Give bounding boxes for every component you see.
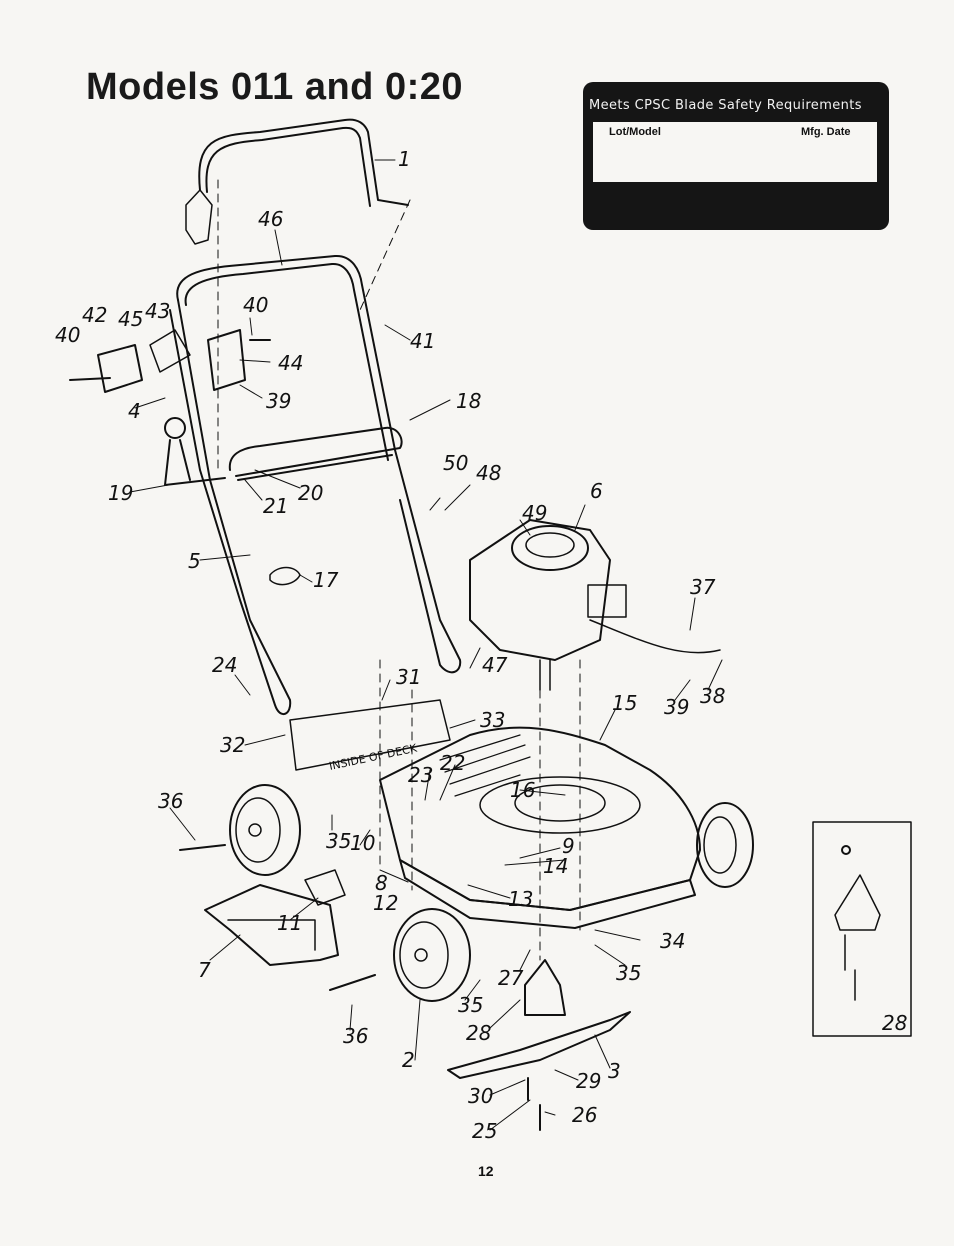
callout-10: 10	[350, 831, 376, 855]
callout-27: 27	[498, 966, 524, 990]
callout-24: 24	[212, 653, 238, 677]
callout-41: 41	[410, 329, 436, 353]
callout-23: 23	[408, 763, 434, 787]
callout-25: 25	[472, 1119, 498, 1143]
callout-21: 21	[263, 494, 289, 518]
callout-8: 8	[375, 871, 388, 895]
callout-36: 36	[343, 1024, 369, 1048]
callout-38: 38	[700, 684, 726, 708]
callout-39: 39	[266, 389, 292, 413]
callout-42: 42	[82, 303, 108, 327]
callout-22: 22	[440, 751, 466, 775]
callout-40: 40	[243, 293, 269, 317]
callout-9: 9	[562, 834, 575, 858]
callout-48: 48	[476, 461, 502, 485]
upper-handle	[199, 120, 408, 205]
callout-43: 43	[145, 299, 171, 323]
callout-11: 11	[277, 911, 303, 935]
callout-40: 40	[55, 323, 81, 347]
callout-35: 35	[326, 829, 352, 853]
callout-28: 28	[466, 1021, 492, 1045]
callout-33: 33	[480, 708, 506, 732]
page-title: Models 011 and 0:20	[86, 66, 463, 108]
callout-16: 16	[510, 778, 536, 802]
mfg-date-label: Mfg. Date	[801, 126, 851, 138]
page-number: 12	[478, 1163, 494, 1179]
callout-35: 35	[458, 993, 484, 1017]
inset-label: 28	[882, 1011, 908, 1035]
callout-36: 36	[158, 789, 184, 813]
callout-18: 18	[456, 389, 482, 413]
callout-26: 26	[572, 1103, 598, 1127]
deck-label: INSIDE OF DECK	[327, 741, 419, 773]
inset-box	[813, 822, 911, 1036]
grass-deflector	[205, 885, 338, 965]
lot-model-label: Lot/Model	[609, 126, 661, 138]
right-wheel	[697, 803, 753, 887]
safety-heading: Meets CPSC Blade Safety Requirements	[589, 98, 862, 113]
callout-37: 37	[690, 575, 716, 599]
callout-3: 3	[608, 1059, 621, 1083]
callout-30: 30	[468, 1084, 494, 1108]
callout-7: 7	[198, 958, 211, 982]
callout-5: 5	[188, 549, 201, 573]
callout-20: 20	[298, 481, 324, 505]
callout-35: 35	[616, 961, 642, 985]
callout-49: 49	[522, 501, 548, 525]
callout-17: 17	[313, 568, 339, 592]
callout-4: 4	[128, 399, 141, 423]
callout-1: 1	[398, 147, 411, 171]
callout-46: 46	[258, 207, 284, 231]
callout-50: 50	[443, 451, 469, 475]
lower-handle	[177, 256, 460, 672]
rear-wheel	[230, 785, 300, 875]
callout-32: 32	[220, 733, 246, 757]
callout-19: 19	[108, 481, 134, 505]
callout-29: 29	[576, 1069, 602, 1093]
callout-39: 39	[664, 695, 690, 719]
engine	[470, 520, 610, 660]
callout-45: 45	[118, 307, 144, 331]
callout-6: 6	[590, 479, 603, 503]
callout-34: 34	[660, 929, 686, 953]
callout-12: 12	[373, 891, 399, 915]
front-wheel	[394, 909, 470, 1001]
callout-47: 47	[482, 653, 508, 677]
blade-adapter	[525, 960, 565, 1015]
callout-14: 14	[543, 854, 569, 878]
callout-44: 44	[278, 351, 304, 375]
callout-31: 31	[396, 665, 422, 689]
callout-13: 13	[508, 887, 534, 911]
callout-2: 2	[402, 1048, 415, 1072]
callout-15: 15	[612, 691, 638, 715]
